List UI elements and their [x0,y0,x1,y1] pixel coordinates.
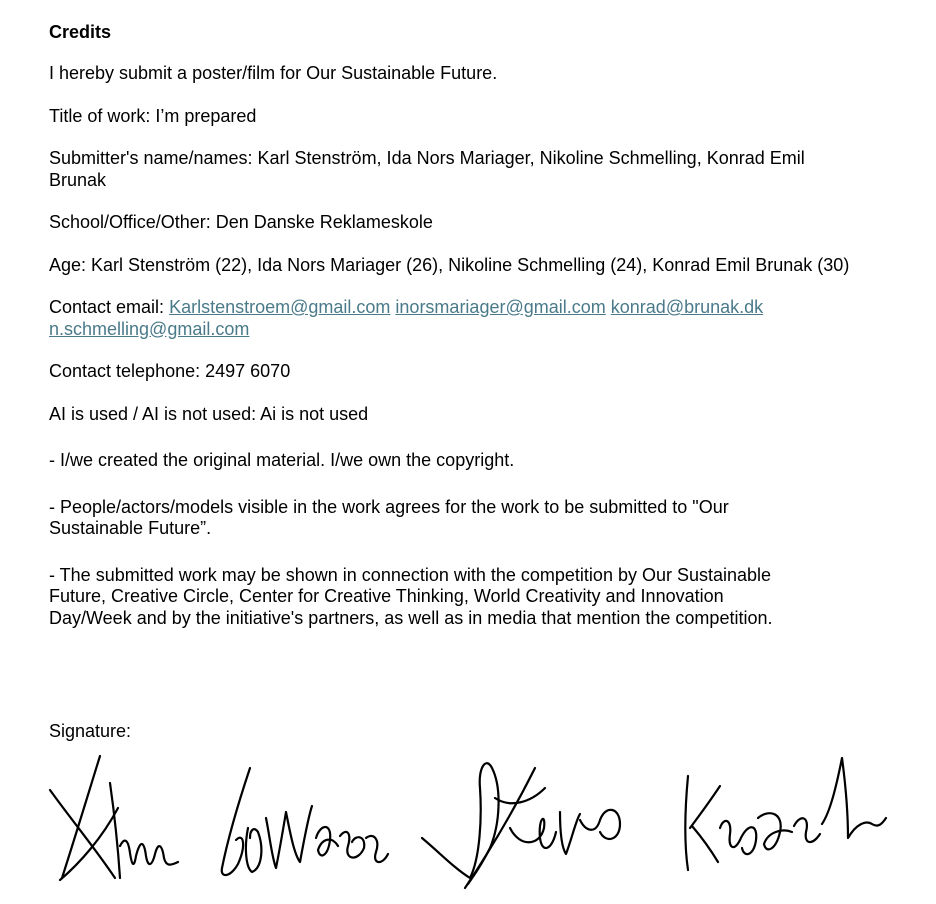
document-heading: Credits [49,22,112,42]
signature-label: Signature: [49,721,132,741]
submitters-names: Submitter's name/names: Karl Stenström, Ida Nors Mariager, Nikoline Schmelling, Konrad Emil Brunak [49,148,805,190]
email-link-ida[interactable]: inorsmariager@gmail.com [395,297,606,317]
contact-email-label: Contact email: [49,297,170,317]
email-link-karl[interactable]: Karlstenstroem@gmail.com [169,297,391,317]
contact-telephone: Contact telephone: 2497 6070 [49,361,291,381]
signatures [40,728,900,898]
ai-usage: AI is used / AI is not used: Ai is not used [49,403,369,424]
statement-usage: - The submitted work may be shown in connection with the competition by Our Sustainable Future, Creative Circle, Center for Creative Thinking, World Creativity and Innovation Day/Week and by the initiative's partners, as well as in media that mention the competition. [49,564,773,628]
signature-konrad-brunak [685,758,886,870]
email-link-konrad[interactable]: konrad@brunak.dk [610,297,764,317]
signature-nikoline-schmelling [422,763,620,888]
intro-text: I hereby submit a poster/film for Our Sustainable Future. [49,63,498,83]
statement-consent: - People/actors/models visible in the work agrees for the work to be submitted to "Our Sustainable Future”. [49,496,729,538]
title-of-work: Title of work: I’m prepared [49,105,257,126]
school-office: School/Office/Other: Den Danske Reklameskole [49,212,433,232]
statement-copyright: - I/we created the original material. I/we own the copyright. [49,450,515,470]
credits-document [49,20,869,650]
contact-email [49,297,859,340]
signature-karl-stenstrom [50,756,178,880]
submitters-ages: Age: Karl Stenström (22), Ida Nors Mariager (26), Nikoline Schmelling (24), Konrad Emil Brunak (30) [49,254,850,275]
signature-ida-nors-mariager [222,768,388,875]
email-link-nikoline[interactable]: n.schmelling@gmail.com [49,318,250,339]
